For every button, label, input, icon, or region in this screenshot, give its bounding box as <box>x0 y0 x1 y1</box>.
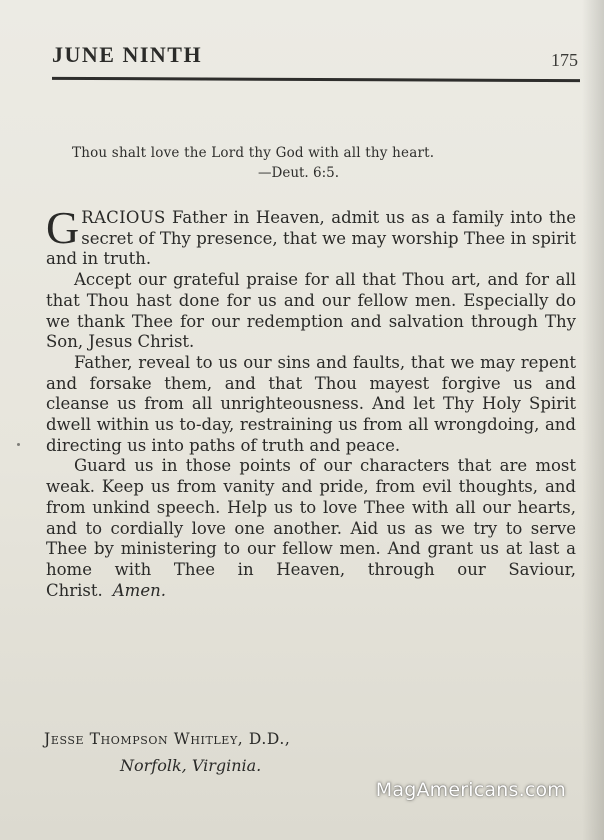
signature <box>44 730 290 775</box>
epigraph <box>72 145 562 181</box>
binding-mark <box>17 443 20 446</box>
epigraph-quote: Thou shalt love the Lord thy God with all thy heart. <box>72 145 435 161</box>
prayer-text <box>46 202 576 601</box>
paragraph-4-text: Guard us in those points of our characters that are most weak. Keep us from vanity and pride, from evil thoughts, and from unkind speech. Help us to love Thee with all our hearts, and to cordially love one another. Aid us as we try to serve Thee by ministering to our fellow men. And grant us at last a home with Thee in Heaven, through our Saviour, Christ. <box>46 456 576 600</box>
prayer-paragraph-4 <box>46 456 576 601</box>
prayer-paragraph-2: Accept our grateful praise for all that Thou art, and for all that Thou hast done for us and our fellow men. Especially do we thank Thee for our redemption and salvation through Thy Son, Jesus Christ. <box>46 270 576 352</box>
watermark: MagAmericans.com <box>375 779 566 801</box>
page-number: 175 <box>551 50 578 70</box>
author-name: Jesse Thompson Whitley, D.D., <box>44 730 291 748</box>
author-location: Norfolk, Virginia. <box>120 756 262 775</box>
page-title: JUNE NINTH <box>52 42 203 67</box>
prayer-paragraph-1 <box>46 202 576 270</box>
header-rule <box>52 77 580 82</box>
paragraph-1-rest: Father in Heaven, admit us as a family into the secret of Thy presence, that we may worship Thee in spirit and in truth. <box>46 208 576 269</box>
epigraph-reference: —Deut. 6:5. <box>258 165 340 181</box>
drop-cap: G <box>46 202 80 253</box>
page-edge-shadow <box>582 0 604 840</box>
prayer-paragraph-3: Father, reveal to us our sins and faults, that we may repent and forsake them, and that Thou mayest forgive us and cleanse us from all unrighteousness. And let Thy Holy Spirit dwell within us to-day, restraining us from all wrongdoing, and directing us into paths of truth and peace. <box>46 352 576 455</box>
first-word-rest: RACIOUS <box>81 208 166 227</box>
amen: Amen. <box>112 580 166 600</box>
